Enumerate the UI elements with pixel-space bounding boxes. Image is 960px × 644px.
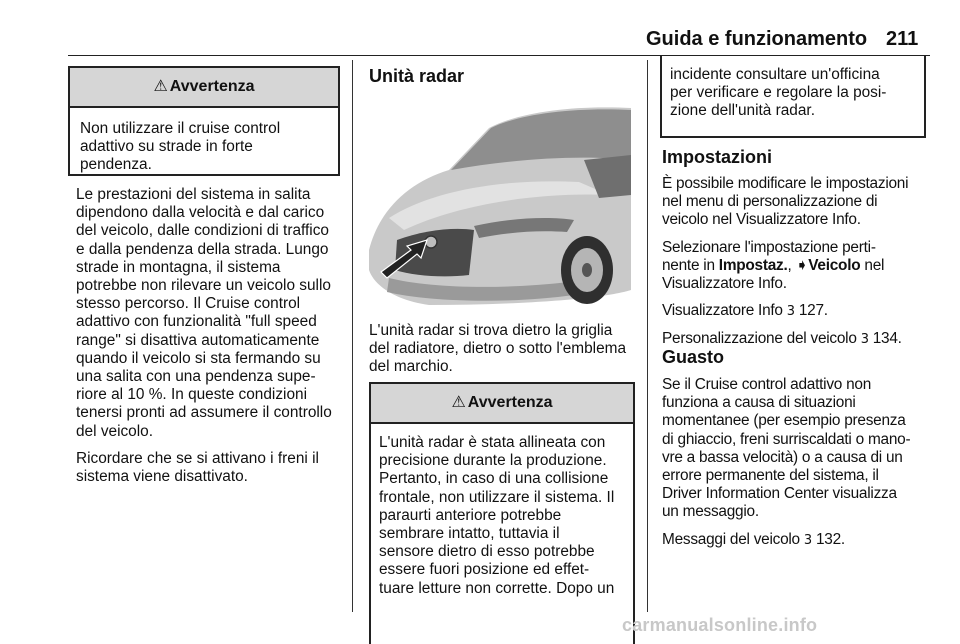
page-ref-icon: 3 — [786, 304, 795, 320]
page-ref-icon: 3 — [803, 532, 812, 548]
radar-heading: Unità radar — [369, 66, 465, 86]
paragraph-brakes: Ricordare che se si attivano i freni il sistema viene disattivato. — [76, 449, 319, 486]
warning-box-continued — [660, 56, 926, 138]
paragraph-performance: Le prestazioni del sistema in salita dipendono dalla velocità e dal carico del veicolo, dalle condizioni di traffico e dalla pendenza della strada. Lungo strade in montagna, il sistema potrebbe non rilevare un veicolo sullo stesso percorso. Il Cruise control adattivo con funzionalità "full speed range" si disattiva automaticamente quando il veicolo si sta fermando su una salita con una pendenza supe‐ riore al 10 %. In queste condizioni tenersi pronti ad assumere il controllo del veicolo. — [76, 186, 332, 440]
col1-text — [76, 186, 346, 495]
warning-body: Non utilizzare il cruise control adattivo su strade in forte pendenza. — [80, 120, 281, 174]
settings-paragraph-2: Selezionare l'impostazione perti‐ nente in Impostaz., ➧Veicolo nel Visualizzatore Info. — [662, 238, 885, 293]
settings-ref-personalization: Personalizzazione del veicolo 3 134. — [662, 330, 902, 348]
settings-heading: Impostazioni — [662, 147, 773, 167]
fault-ref-messages: Messaggi del veicolo 3 132. — [662, 530, 845, 548]
menu-veicolo: Veicolo — [808, 256, 861, 274]
warning-header: ⚠ Avvertenza — [70, 68, 338, 108]
warning-header: ⚠ Avvertenza — [371, 384, 633, 424]
settings-paragraph-1: È possibile modificare le impostazioni nel menu di personalizzazione di veicolo nel Visualizzatore Info. — [662, 175, 909, 229]
warning-triangle-icon: ⚠ — [153, 78, 168, 95]
fault-heading: Guasto — [662, 347, 725, 367]
page-number: 211 — [886, 28, 919, 50]
fault-text — [662, 376, 932, 559]
warning-box-2 — [369, 382, 635, 644]
warning-triangle-icon: ⚠ — [451, 394, 466, 411]
fault-paragraph-1: Se il Cruise control adattivo non funziona a causa di situazioni momentanee (per esempio presenza di ghiaccio, freni surriscaldati o mano‐ vre a bassa velocità) o a causa di un errore permanente del sistema, il Driver Information Center visualizza un messaggio. — [662, 376, 911, 521]
car-radar-illustration — [369, 100, 631, 308]
column-divider-1 — [352, 60, 353, 612]
watermark: carmanualsonline.info — [622, 615, 818, 635]
menu-arrow-icon: ➧ — [795, 256, 809, 274]
radar-caption: L'unità radar si trova dietro la griglia del radiatore, dietro o sotto l'emblema del marchio. — [369, 322, 627, 376]
page-ref-icon: 3 — [860, 332, 869, 348]
menu-impostaz: Impostaz. — [718, 256, 788, 274]
section-title: Guida e funzionamento — [646, 28, 868, 50]
warning-body: L'unità radar è stata allineata con precisione durante la produzione. Pertanto, in caso di una collisione frontale, non utilizzare il sistema. Il paraurti anteriore potrebbe sembrare intatto, tuttavia il sensore dietro di esso potrebbe essere fuori posizione ed effet‐ tuare letture non corrette. Dopo un — [379, 434, 615, 597]
warning-body: incidente consultare un'officina per verificare e regolare la posi‐ zione dell'unità radar. — [670, 66, 887, 120]
settings-text — [662, 175, 932, 359]
settings-ref-info: Visualizzatore Info 3 127. — [662, 302, 828, 320]
warning-box-1 — [68, 66, 340, 176]
column-divider-2 — [647, 60, 648, 612]
